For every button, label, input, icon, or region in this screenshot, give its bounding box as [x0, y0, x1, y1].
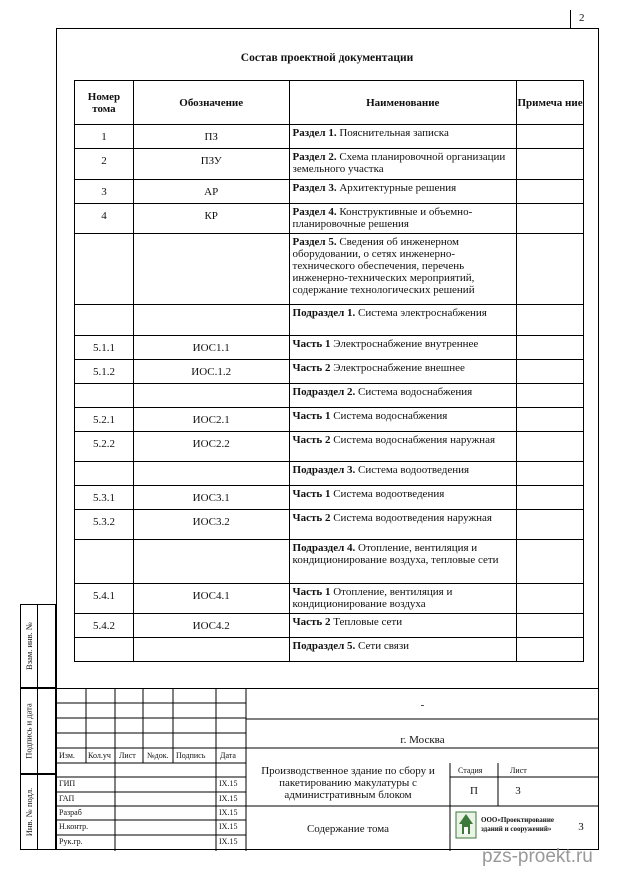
- name-cell: [289, 584, 517, 614]
- stamp-col-ndok: №док.: [147, 751, 169, 760]
- name-cell: [289, 204, 517, 234]
- stamp-role-date: IX.15: [219, 822, 238, 831]
- stamp-role-date: IX.15: [219, 794, 238, 803]
- note-cell: [517, 204, 584, 234]
- note-cell: [517, 305, 584, 336]
- table-row: [75, 540, 584, 584]
- note-cell: [517, 540, 584, 584]
- stamp-sheet: 3: [515, 785, 521, 797]
- volume-number-cell: [75, 638, 134, 662]
- page-number: 2: [570, 10, 618, 28]
- section-label: Часть 2: [292, 434, 331, 446]
- stamp-object: Производственное здание по сбору и пакетированию макулатуры с административным блоком: [261, 765, 435, 801]
- table-row: [75, 305, 584, 336]
- designation-cell: ИОС.1.2: [133, 360, 289, 384]
- designation-cell: ИОС3.2: [133, 510, 289, 540]
- section-label: Подраздел 1.: [292, 307, 356, 319]
- section-title: Отопление, вентиляция и кондиционирование воздуха, тепловые сети: [292, 542, 499, 566]
- table-row: [75, 486, 584, 510]
- page-title: Состав проектной документации: [240, 52, 414, 64]
- site-watermark: pzs-proekt.ru: [482, 846, 593, 867]
- stamp-role: ГАП: [59, 794, 75, 803]
- company-logo-icon: [455, 810, 477, 840]
- section-label: Часть 1: [292, 488, 331, 500]
- volume-number-cell: [75, 384, 134, 408]
- volume-number-cell: 5.4.2: [75, 614, 134, 638]
- name-cell: [289, 638, 517, 662]
- name-cell: [289, 234, 517, 305]
- volume-number-cell: [75, 540, 134, 584]
- note-cell: [517, 336, 584, 360]
- section-title: Система водоотведения наружная: [330, 512, 492, 524]
- section-title: Электроснабжение внутреннее: [330, 338, 479, 350]
- table-row: [75, 204, 584, 234]
- name-cell: [289, 305, 517, 336]
- stamp-stage: П: [470, 785, 478, 797]
- name-cell: [289, 486, 517, 510]
- volume-number-cell: 3: [75, 180, 134, 204]
- section-title: Электроснабжение внешнее: [330, 362, 465, 374]
- stamp-col-list: Лист: [119, 751, 136, 760]
- note-cell: [517, 360, 584, 384]
- designation-cell: ИОС2.2: [133, 432, 289, 462]
- table-row: [75, 408, 584, 432]
- volume-number-cell: 2: [75, 149, 134, 180]
- table-row: [75, 234, 584, 305]
- volume-number-cell: 1: [75, 125, 134, 149]
- section-label: Раздел 1.: [292, 127, 337, 139]
- volume-number-cell: 5.3.1: [75, 486, 134, 510]
- stamp-col-kolu: Кол.уч: [88, 751, 111, 760]
- section-label: Подраздел 4.: [292, 542, 356, 554]
- section-title: Схема планировочной организации земельного участка: [292, 151, 506, 175]
- section-title: Система водоснабжения наружная: [330, 434, 496, 446]
- title-block: [56, 688, 599, 850]
- section-label: Часть 1: [292, 338, 331, 350]
- side-cell-podpis: [38, 688, 56, 774]
- note-cell: [517, 462, 584, 486]
- volume-number-cell: [75, 234, 134, 305]
- section-label: Раздел 4.: [292, 206, 337, 218]
- table-row: [75, 149, 584, 180]
- side-label-podpis: Подпись и дата: [20, 688, 38, 774]
- section-title: Сети связи: [355, 640, 410, 652]
- table-row: [75, 638, 584, 662]
- designation-cell: [133, 384, 289, 408]
- section-label: Часть 1: [292, 410, 331, 422]
- section-label: Подраздел 5.: [292, 640, 356, 652]
- designation-cell: ИОС4.1: [133, 584, 289, 614]
- note-cell: [517, 180, 584, 204]
- volume-number-cell: 5.1.2: [75, 360, 134, 384]
- side-cell-vzam: [38, 604, 56, 688]
- table-row: [75, 180, 584, 204]
- note-cell: [517, 584, 584, 614]
- note-cell: [517, 125, 584, 149]
- section-label: Часть 2: [292, 362, 331, 374]
- name-cell: [289, 432, 517, 462]
- stamp-col-data: Дата: [220, 751, 236, 760]
- note-cell: [517, 149, 584, 180]
- volume-number-cell: 5.4.1: [75, 584, 134, 614]
- name-cell: [289, 510, 517, 540]
- volume-number-cell: [75, 305, 134, 336]
- designation-cell: [133, 540, 289, 584]
- header-name: Наименование: [289, 81, 517, 125]
- stamp-company-sheets: 3: [578, 821, 584, 833]
- stamp-role: ГИП: [59, 779, 76, 788]
- stamp-sheet-label: Лист: [510, 766, 527, 775]
- table-row: [75, 336, 584, 360]
- stamp-stage-label: Стадия: [458, 766, 483, 775]
- table-row: [75, 510, 584, 540]
- table-header-row: [75, 81, 584, 125]
- designation-cell: ИОС2.1: [133, 408, 289, 432]
- name-cell: [289, 408, 517, 432]
- section-label: Часть 1: [292, 586, 331, 598]
- table-row: [75, 462, 584, 486]
- stamp-col-izm: Изм.: [59, 751, 75, 760]
- table-row: [75, 384, 584, 408]
- table-row: [75, 125, 584, 149]
- designation-cell: ПЗУ: [133, 149, 289, 180]
- name-cell: [289, 384, 517, 408]
- stamp-doc-name: Содержание тома: [306, 823, 390, 835]
- section-label: Часть 2: [292, 616, 331, 628]
- note-cell: [517, 510, 584, 540]
- note-cell: [517, 614, 584, 638]
- side-cell-inv: [38, 774, 56, 850]
- section-title: Система водоотведения: [355, 464, 470, 476]
- stamp-city: г. Москва: [400, 734, 445, 746]
- table-row: [75, 432, 584, 462]
- designation-cell: [133, 305, 289, 336]
- section-label: Подраздел 3.: [292, 464, 356, 476]
- stamp-role: Рук.гр.: [59, 837, 83, 846]
- note-cell: [517, 432, 584, 462]
- section-title: Архитектурные решения: [336, 182, 457, 194]
- volume-number-cell: 5.2.2: [75, 432, 134, 462]
- section-label: Раздел 2.: [292, 151, 337, 163]
- section-title: Тепловые сети: [330, 616, 403, 628]
- note-cell: [517, 486, 584, 510]
- table-row: [75, 614, 584, 638]
- stamp-role-date: IX.15: [219, 808, 238, 817]
- stamp-company: ООО«Проектирование зданий и сооружений»: [481, 816, 554, 833]
- designation-cell: ПЗ: [133, 125, 289, 149]
- name-cell: [289, 360, 517, 384]
- header-volume-number: Номер тома: [75, 81, 134, 125]
- name-cell: [289, 614, 517, 638]
- designation-cell: ИОС3.1: [133, 486, 289, 510]
- name-cell: [289, 336, 517, 360]
- section-title: Конструктивные и объемно-планировочные решения: [292, 206, 473, 230]
- volume-number-cell: [75, 462, 134, 486]
- note-cell: [517, 384, 584, 408]
- table-row: [75, 584, 584, 614]
- section-title: Сведения об инженерном оборудовании, о сетях инженерно-технического обеспечения, перечень инженерно-технических мероприятий, содержание технологических решений: [292, 236, 475, 296]
- section-title: Отопление, вентиляция и кондиционирование воздуха: [292, 586, 453, 610]
- designation-cell: [133, 234, 289, 305]
- section-title: Система водоснабжения: [355, 386, 473, 398]
- volume-number-cell: 5.3.2: [75, 510, 134, 540]
- section-title: Система электроснабжения: [355, 307, 487, 319]
- section-title: Система водоснабжения: [330, 410, 448, 422]
- stamp-role: Разраб: [59, 808, 82, 817]
- section-label: Раздел 3.: [292, 182, 337, 194]
- note-cell: [517, 408, 584, 432]
- designation-cell: КР: [133, 204, 289, 234]
- name-cell: [289, 149, 517, 180]
- header-note: Примеча ние: [517, 81, 584, 125]
- stamp-role-date: IX.15: [219, 779, 238, 788]
- side-label-vzam: Взам. инв. №: [20, 604, 38, 688]
- designation-cell: [133, 638, 289, 662]
- stamp-col-podpis: Подпись: [176, 751, 206, 760]
- section-label: Подраздел 2.: [292, 386, 356, 398]
- designation-cell: АР: [133, 180, 289, 204]
- name-cell: [289, 125, 517, 149]
- section-title: Пояснительная записка: [336, 127, 449, 139]
- section-label: Раздел 5.: [292, 236, 337, 248]
- table-row: [75, 360, 584, 384]
- stamp-role: Н.контр.: [59, 822, 89, 831]
- note-cell: [517, 638, 584, 662]
- section-title: Система водоотведения: [330, 488, 445, 500]
- stamp-code: -: [420, 699, 425, 711]
- designation-cell: ИОС1.1: [133, 336, 289, 360]
- name-cell: [289, 462, 517, 486]
- documents-table: [74, 80, 584, 662]
- note-cell: [517, 234, 584, 305]
- name-cell: [289, 540, 517, 584]
- volume-number-cell: 4: [75, 204, 134, 234]
- side-label-inv: Инв. № подл.: [20, 774, 38, 850]
- header-designation: Обозначение: [133, 81, 289, 125]
- volume-number-cell: 5.1.1: [75, 336, 134, 360]
- volume-number-cell: 5.2.1: [75, 408, 134, 432]
- name-cell: [289, 180, 517, 204]
- stamp-role-date: IX.15: [219, 837, 238, 846]
- designation-cell: ИОС4.2: [133, 614, 289, 638]
- designation-cell: [133, 462, 289, 486]
- section-label: Часть 2: [292, 512, 331, 524]
